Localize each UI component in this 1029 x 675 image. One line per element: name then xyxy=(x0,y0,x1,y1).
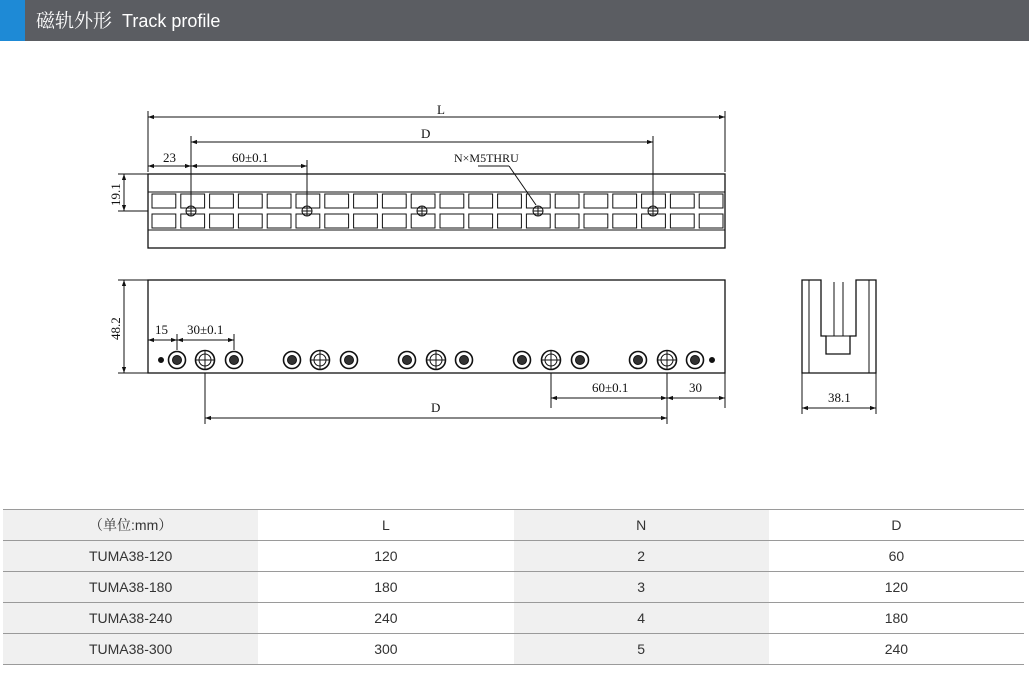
magnet-block xyxy=(267,194,291,208)
magnet-block xyxy=(670,194,694,208)
cell-model: TUMA38-300 xyxy=(3,634,258,665)
magnet-block xyxy=(210,214,234,228)
magnet-block xyxy=(325,194,349,208)
cell-D: 240 xyxy=(769,634,1024,665)
table-row xyxy=(3,634,1024,665)
spec-table xyxy=(3,509,1024,665)
magnet-block xyxy=(699,194,723,208)
magnet-block xyxy=(699,214,723,228)
magnet-block xyxy=(469,194,493,208)
table-header-row xyxy=(3,510,1024,541)
magnet-block xyxy=(555,194,579,208)
label-pitch-right: 60±0.1 xyxy=(592,380,629,395)
cell-N: 4 xyxy=(514,603,769,634)
header-cell-D: D xyxy=(769,510,1024,541)
table-row xyxy=(3,603,1024,634)
holes-front xyxy=(159,351,715,370)
magnet-block xyxy=(555,214,579,228)
magnet-block xyxy=(382,194,406,208)
header-accent-bar xyxy=(0,0,25,41)
magnet-block xyxy=(354,214,378,228)
magnet-block xyxy=(210,194,234,208)
magnet-block xyxy=(613,194,637,208)
magnet-block xyxy=(382,214,406,228)
track-profile-drawing xyxy=(0,41,1029,481)
section-title-zh: 磁轨外形 xyxy=(36,11,113,32)
magnet-block xyxy=(267,214,291,228)
end-dot-icon xyxy=(159,358,164,363)
label-pitch-left: 30±0.1 xyxy=(187,322,224,337)
header-cell-N: N xyxy=(514,510,769,541)
magnet-block xyxy=(354,194,378,208)
section-title-en: Track profile xyxy=(122,11,221,31)
cell-N: 2 xyxy=(514,541,769,572)
label-23: 23 xyxy=(163,150,176,165)
cell-L: 240 xyxy=(258,603,513,634)
magnet-block xyxy=(613,214,637,228)
cell-model: TUMA38-120 xyxy=(3,541,258,572)
label-pitch-top: 60±0.1 xyxy=(232,150,269,165)
label-height-19-1: 19.1 xyxy=(108,183,123,206)
magnet-block xyxy=(498,214,522,228)
label-holes: N×M5THRU xyxy=(454,151,519,165)
cell-D: 60 xyxy=(769,541,1024,572)
magnet-block xyxy=(152,214,176,228)
side-view-outline xyxy=(802,280,876,373)
magnet-block xyxy=(325,214,349,228)
top-view-body xyxy=(148,174,725,248)
cell-model: TUMA38-240 xyxy=(3,603,258,634)
magnet-blocks-top xyxy=(152,194,723,228)
label-15: 15 xyxy=(155,322,168,337)
cell-N: 3 xyxy=(514,572,769,603)
magnet-block xyxy=(584,214,608,228)
magnet-block xyxy=(469,214,493,228)
magnet-block xyxy=(238,194,262,208)
cell-D: 120 xyxy=(769,572,1024,603)
magnet-block xyxy=(584,194,608,208)
label-30: 30 xyxy=(689,380,702,395)
cell-L: 300 xyxy=(258,634,513,665)
magnet-block xyxy=(152,194,176,208)
section-header xyxy=(0,0,1029,41)
cell-N: 5 xyxy=(514,634,769,665)
header-cell-unit: （单位:mm） xyxy=(3,510,258,541)
front-view xyxy=(118,280,725,424)
table-row xyxy=(3,541,1024,572)
label-L-top: L xyxy=(437,102,445,117)
label-D-bottom: D xyxy=(431,400,441,415)
section-title xyxy=(36,9,220,34)
end-dot-icon xyxy=(710,358,715,363)
header-cell-L: L xyxy=(258,510,513,541)
cell-model: TUMA38-180 xyxy=(3,572,258,603)
label-height-48-2: 48.2 xyxy=(108,317,123,340)
cell-L: 120 xyxy=(258,541,513,572)
magnet-block xyxy=(498,194,522,208)
label-D-top: D xyxy=(421,126,431,141)
table-row xyxy=(3,572,1024,603)
magnet-block xyxy=(440,214,464,228)
cell-D: 180 xyxy=(769,603,1024,634)
cell-L: 180 xyxy=(258,572,513,603)
magnet-block xyxy=(238,214,262,228)
label-width-38-1: 38.1 xyxy=(828,390,851,405)
magnet-block xyxy=(670,214,694,228)
magnet-block xyxy=(440,194,464,208)
